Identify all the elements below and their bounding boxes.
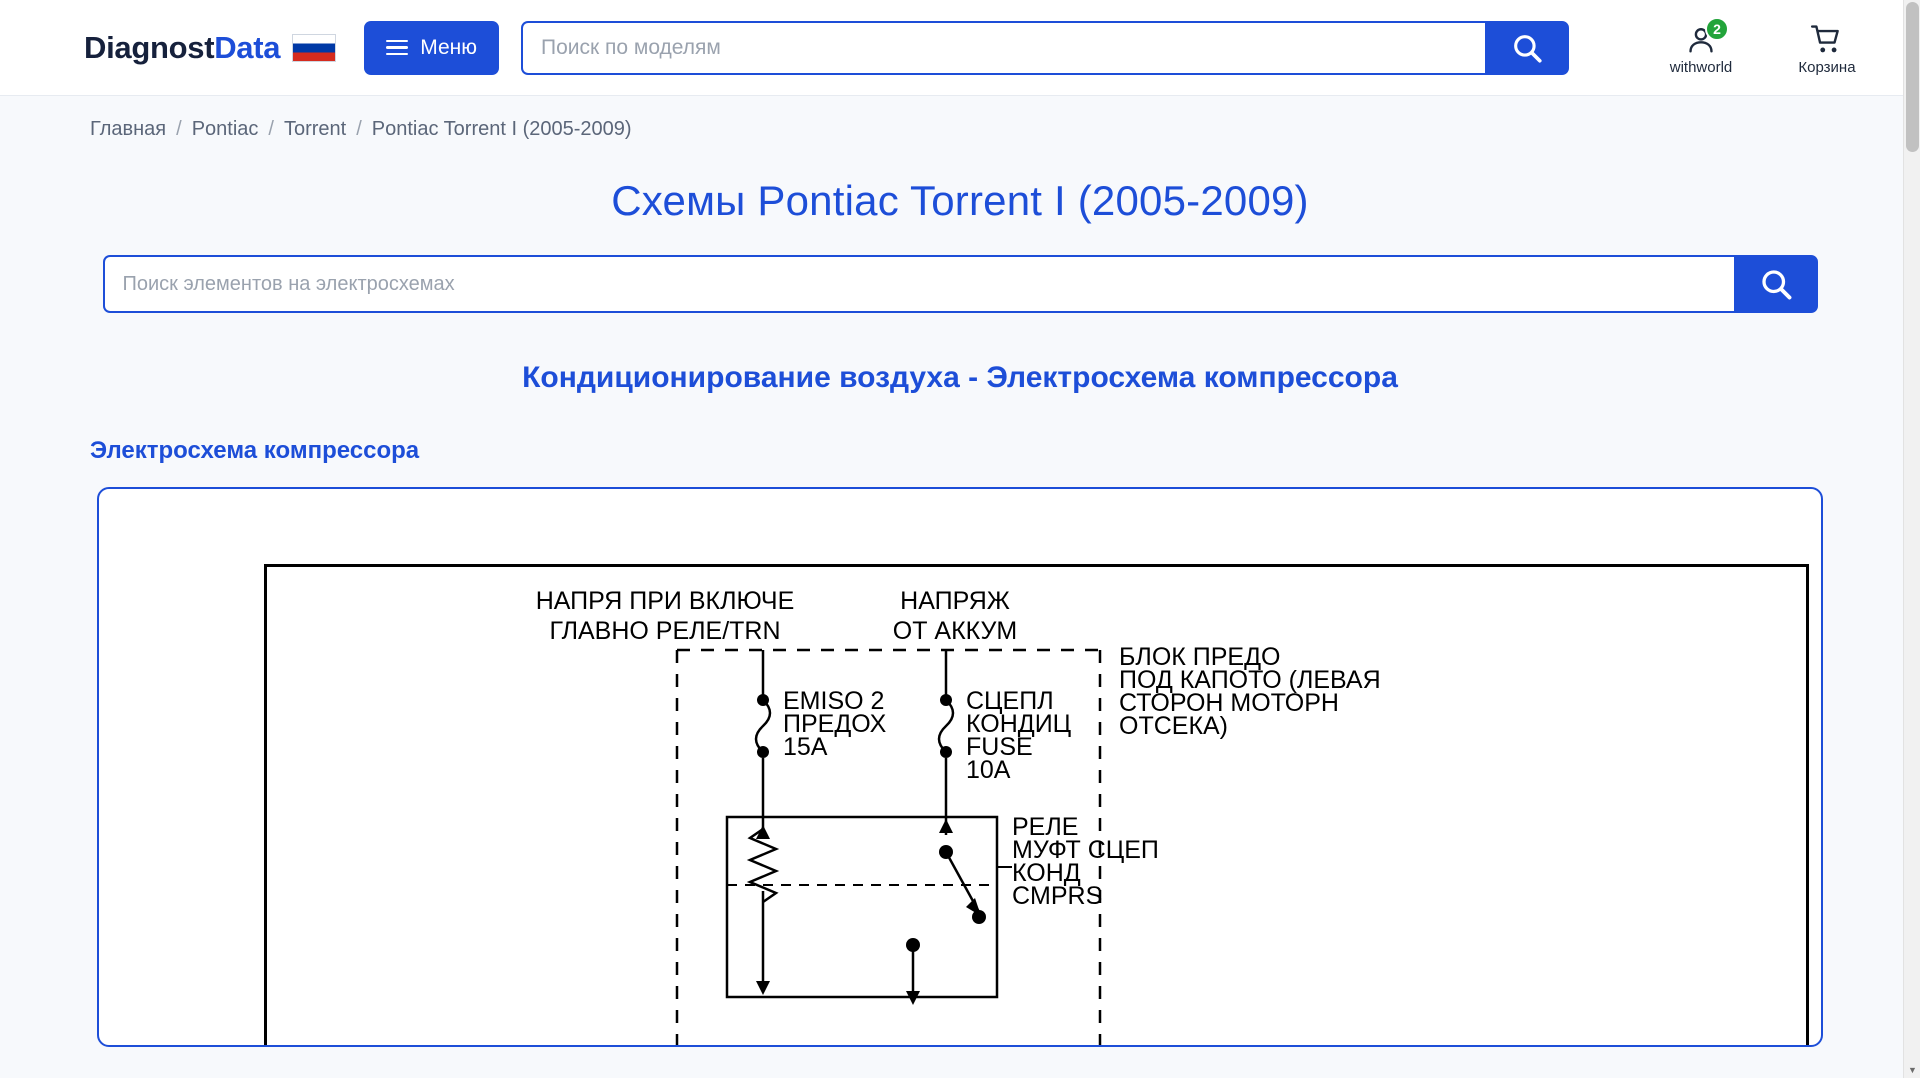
account-button[interactable] — [1658, 19, 1744, 76]
menu-button[interactable] — [364, 21, 499, 75]
model-search — [521, 21, 1569, 75]
label-fuse2-line1: СЦЕПЛ — [966, 687, 1054, 715]
label-fuse2-line2: КОНДИЦ — [966, 710, 1072, 738]
breadcrumb-item-home[interactable]: Главная — [90, 118, 167, 140]
label-fuse1-line2: ПРЕДОХ — [783, 710, 887, 738]
breadcrumb-item-model[interactable]: Torrent — [283, 118, 347, 140]
label-fuse-block-line1: БЛОК ПРЕДО — [1119, 643, 1281, 671]
diagram-card[interactable] — [97, 487, 1823, 1047]
header-actions — [1658, 19, 1892, 76]
breadcrumb-separator: / — [176, 118, 182, 140]
cart-label: Корзина — [1798, 59, 1856, 76]
label-fuse1-line1: EMISO 2 — [783, 687, 885, 715]
ru-flag-icon[interactable] — [292, 34, 336, 62]
element-search-input[interactable] — [103, 255, 1734, 313]
breadcrumb-item-brand[interactable]: Pontiac — [191, 118, 259, 140]
model-search-button[interactable] — [1485, 21, 1569, 75]
breadcrumb-separator: / — [356, 118, 362, 140]
diagram-sub-title: Электросхема компрессора — [90, 437, 420, 464]
element-search — [103, 255, 1818, 313]
label-relay-line1: РЕЛЕ — [1012, 813, 1079, 841]
site-header — [0, 0, 1920, 96]
breadcrumb — [0, 96, 1920, 141]
scroll-thumb[interactable] — [1906, 2, 1919, 152]
diagram-frame — [264, 564, 1809, 1047]
cart-icon — [1810, 23, 1844, 57]
label-relay-line4: CMPRS — [1012, 882, 1103, 910]
search-icon — [1510, 31, 1544, 65]
label-fuse-block-line4: ОТСЕКА) — [1119, 712, 1229, 740]
label-top-left-line2: ГЛАВНО РЕЛЕ/TRN — [549, 617, 781, 645]
search-icon — [1758, 266, 1794, 302]
wiring-diagram — [267, 567, 1809, 1047]
label-fuse2-line3: FUSE — [966, 733, 1033, 761]
account-label: withworld — [1669, 59, 1733, 76]
page-scrollbar[interactable] — [1903, 0, 1920, 1078]
label-top-right-line2: ОТ АККУМ — [892, 617, 1018, 645]
section-title: Кондиционирование воздуха - Электросхема компрессора — [522, 361, 1398, 394]
account-badge: 2 — [1705, 17, 1729, 41]
site-logo[interactable] — [84, 30, 336, 66]
model-search-input[interactable] — [521, 21, 1485, 75]
logo-text — [84, 30, 280, 66]
label-fuse1-line3: 15A — [783, 733, 828, 761]
label-top-right-line1: НАПРЯЖ — [900, 587, 1010, 615]
label-fuse-block-line3: СТОРОН МОТОРН — [1119, 689, 1339, 717]
label-fuse2-line4: 10A — [966, 756, 1011, 784]
label-top-left-line1: НАПРЯ ПРИ ВКЛЮЧЕ — [535, 587, 795, 615]
page-title: Схемы Pontiac Torrent I (2005-2009) — [611, 177, 1309, 224]
element-search-button[interactable] — [1734, 255, 1818, 313]
breadcrumb-separator: / — [268, 118, 274, 140]
menu-button-label: Меню — [420, 35, 477, 59]
logo-text-second: Data — [214, 29, 281, 65]
scroll-down-arrow[interactable]: ▼ — [1908, 1064, 1917, 1075]
label-relay-line2: МУФТ СЦЕП — [1012, 836, 1159, 864]
label-fuse-block-line2: ПОД КАПОТО (ЛЕВАЯ — [1119, 666, 1381, 694]
hamburger-icon — [386, 40, 408, 56]
label-relay-line3: КОНД — [1012, 859, 1081, 887]
breadcrumb-item-generation[interactable]: Pontiac Torrent I (2005-2009) — [371, 118, 632, 140]
cart-button[interactable] — [1784, 19, 1870, 76]
logo-text-first: Diagnost — [84, 29, 215, 65]
